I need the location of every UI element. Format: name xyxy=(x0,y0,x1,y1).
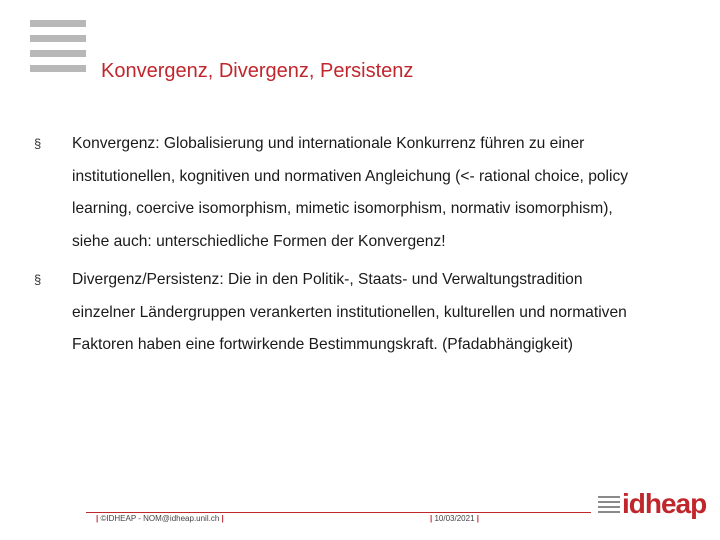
menu-bars-logo xyxy=(30,20,86,80)
idheap-logo xyxy=(598,490,708,520)
footer-copyright-text: ©IDHEAP - NOM@idheap.unil.ch xyxy=(100,514,220,523)
footer-separator: | xyxy=(476,514,480,523)
footer-separator: | xyxy=(221,514,224,523)
bullet-list xyxy=(34,128,634,362)
logo-bar xyxy=(30,20,86,27)
logo-lines-icon xyxy=(598,496,620,516)
bullet-item xyxy=(34,264,634,362)
logo-bar xyxy=(30,50,86,57)
footer-date-text: 10/03/2021 xyxy=(434,514,475,523)
logo-bar xyxy=(30,35,86,42)
bullet-marker: § xyxy=(34,136,42,151)
bullet-text: Konvergenz: Globalisierung und internationale Konkurrenz führen zu einer institutionellen, kognitiven und normativen Angleichung (<- rational choice, policy learning, coercive isomorphism, mimetic isomorphism, normativ isomorphism), siehe auch: unterschiedliche Formen der Konvergenz! xyxy=(72,135,629,250)
brand-name: idheap xyxy=(622,488,707,519)
bullet-item xyxy=(34,128,634,258)
logo-bar xyxy=(30,65,86,72)
footer-copyright xyxy=(96,514,224,523)
footer-date xyxy=(430,514,479,523)
bullet-text: Divergenz/Persistenz: Die in den Politik-, Staats- und Verwaltungstradition einzelner Ländergruppen verankerten institutionellen, kulturellen und normativen Faktoren haben eine fortwirkende Bestimmungskraft. (Pfadabhängigkeit) xyxy=(72,271,627,353)
footer-separator: | xyxy=(96,514,99,523)
footer-divider xyxy=(86,512,591,513)
footer-separator: | xyxy=(430,514,433,523)
bullet-marker: § xyxy=(34,272,42,287)
slide-title: Konvergenz, Divergenz, Persistenz xyxy=(101,60,414,82)
